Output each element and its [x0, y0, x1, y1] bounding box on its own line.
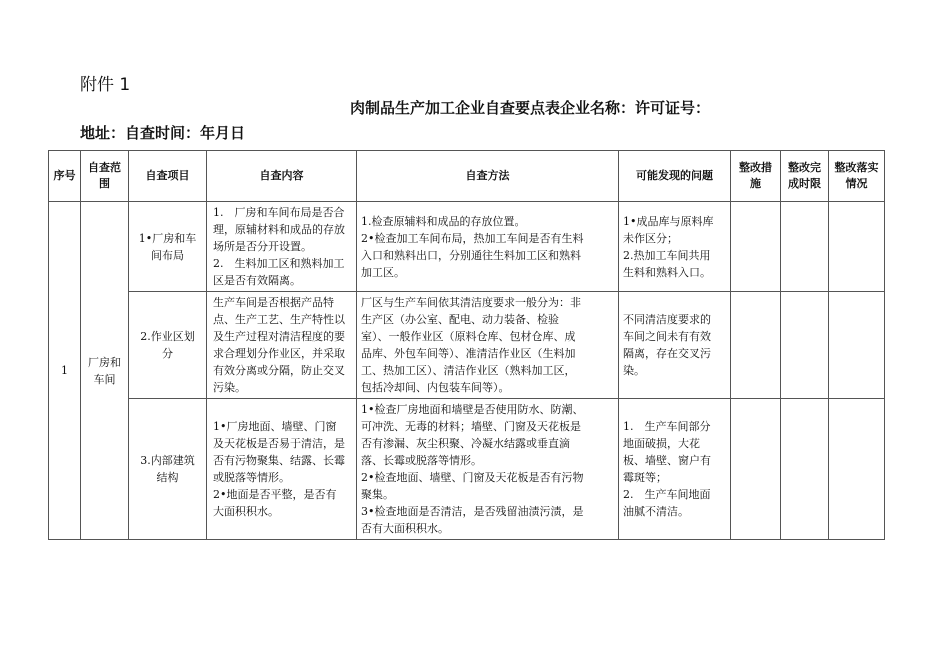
method-line: 落、长霉或脱落等情形。 [361, 454, 482, 467]
status-cell [829, 399, 885, 540]
item-line: 2.作业区划 [140, 330, 195, 343]
deadline-cell [781, 292, 829, 399]
content-line: 大面积积水。 [213, 505, 279, 518]
issues-line: 霉斑等； [623, 471, 667, 484]
content-line: 生产车间是否根据产品特 [213, 296, 334, 309]
measures-cell [731, 202, 781, 292]
content-line: 求合理划分作业区，并采取 [213, 347, 345, 360]
measures-cell [731, 399, 781, 540]
table-row [49, 399, 885, 540]
table-row [49, 202, 885, 292]
method-line: 包括冷却间、内包装车间等）。 [361, 381, 510, 394]
method-cell [357, 399, 619, 540]
method-line: 入口和熟料出口，分别通往生料加工区和熟料 [361, 248, 581, 262]
item-line: 结构 [156, 471, 179, 484]
content-line: 否有污物聚集、结露、长霉 [213, 454, 345, 467]
header-method: 自查方法 [357, 151, 619, 202]
method-line: 2•检查加工车间布局，热加工车间是否有生料 [361, 231, 584, 245]
content-line: 或脱落等情形。 [213, 471, 290, 484]
issues-line: 未作区分； [623, 231, 678, 245]
row-number: 1 [49, 202, 81, 540]
content-line: 2. 生料加工区和熟料加工 [213, 257, 345, 270]
issues-line: 板、墙壁、窗户有 [623, 454, 711, 467]
issues-line: 1•成品库与原料库 [623, 214, 714, 228]
scope-text: 厂房和车间 [88, 355, 121, 386]
method-line: 品库、外包车间等）、准清洁作业区（生料加 [361, 347, 576, 360]
header-scope: 自查范围 [81, 151, 129, 202]
method-line: 聚集。 [361, 488, 394, 501]
header-status: 整改落实情况 [829, 151, 885, 202]
table-row [49, 292, 885, 399]
item-cell [129, 399, 207, 540]
header-measures: 整改措施 [731, 151, 781, 202]
content-line: 理，原辅材料和成品的存放 [213, 223, 345, 236]
address-line: 地址：自查时间：年月日 [80, 124, 246, 142]
content-line: 点、生产工艺、生产特性以 [213, 313, 345, 326]
issues-line: 车间之间未有有效 [623, 330, 711, 343]
content-cell [207, 292, 357, 399]
method-line: 可冲洗、无毒的材料；墙壁、门窗及天花板是 [361, 420, 581, 433]
method-line: 工、热加工区）、清洁作业区（熟料加工区， [361, 364, 576, 377]
method-line: 1.检查原辅料和成品的存放位置。 [361, 214, 526, 228]
header-content: 自查内容 [207, 151, 357, 202]
item-line: 3.内部建筑 [140, 454, 195, 467]
content-line: 1. 厂房和车间布局是否合 [213, 206, 345, 219]
status-cell [829, 202, 885, 292]
issues-line: 不同清洁度要求的 [623, 313, 711, 326]
header-issues: 可能发现的问题 [619, 151, 731, 202]
item-line: 1•厂房和车 [138, 231, 197, 245]
issues-cell [619, 202, 731, 292]
content-line: 区是否有效隔离。 [213, 274, 301, 287]
method-line: 3•检查地面是否清洁，是否残留油渍污渍，是 [361, 505, 584, 518]
deadline-cell [781, 399, 829, 540]
content-line: 1•厂房地面、墙壁、门窗 [213, 420, 337, 433]
issues-line: 2. 生产车间地面 [623, 488, 711, 501]
table-header-row [49, 151, 885, 202]
document-title: 肉制品生产加工企业自查要点表企业名称：许可证号： [350, 99, 711, 117]
content-line: 及天花板是否易于清洁，是 [213, 437, 345, 450]
issues-cell [619, 399, 731, 540]
method-cell [357, 202, 619, 292]
issues-line: 隔离，存在交叉污 [623, 347, 711, 360]
method-line: 否有大面积积水。 [361, 522, 449, 535]
item-cell [129, 202, 207, 292]
method-line: 室）、一般作业区（原料仓库、包材仓库、成 [361, 330, 576, 343]
attachment-label: 附件 1 [80, 75, 131, 95]
self-check-table [48, 150, 885, 540]
content-cell [207, 202, 357, 292]
item-cell [129, 292, 207, 399]
status-cell [829, 292, 885, 399]
method-line: 1•检查厂房地面和墙壁是否使用防水、防潮、 [361, 403, 584, 416]
content-line: 污染。 [213, 381, 246, 394]
scope-cell [81, 202, 129, 540]
deadline-cell [781, 202, 829, 292]
content-line: 及生产过程对清洁程度的要 [213, 330, 345, 343]
item-line: 间布局 [151, 248, 184, 262]
header-no: 序号 [49, 151, 81, 202]
content-cell [207, 399, 357, 540]
content-line: 2•地面是否平整，是否有 [213, 488, 337, 501]
method-line: 否有渗漏、灰尘积聚、冷凝水结露或垂直滴 [361, 437, 570, 450]
issues-line: 2.热加工车间共用 [623, 248, 711, 262]
issues-line: 1. 生产车间部分 [623, 420, 711, 433]
header-deadline: 整改完成时限 [781, 151, 829, 202]
issues-line: 油腻不清洁。 [623, 505, 689, 518]
method-line: 加工区。 [361, 265, 405, 279]
method-line: 生产区（办公室、配电、动力装备、检验 [361, 313, 559, 326]
measures-cell [731, 292, 781, 399]
method-line: 厂区与生产车间依其清洁度要求一般分为：非 [361, 296, 581, 309]
issues-line: 生料和熟料入口。 [623, 265, 711, 279]
item-line: 分 [162, 347, 173, 360]
issues-line: 地面破损，大花 [623, 437, 700, 450]
method-line: 2•检查地面、墙壁、门窗及天花板是否有污物 [361, 471, 584, 484]
method-cell [357, 292, 619, 399]
content-line: 有效分离或分隔，防止交叉 [213, 364, 345, 377]
header-item: 自查项目 [129, 151, 207, 202]
issues-line: 染。 [623, 364, 645, 377]
content-line: 场所是否分开设置。 [213, 240, 312, 253]
issues-cell [619, 292, 731, 399]
